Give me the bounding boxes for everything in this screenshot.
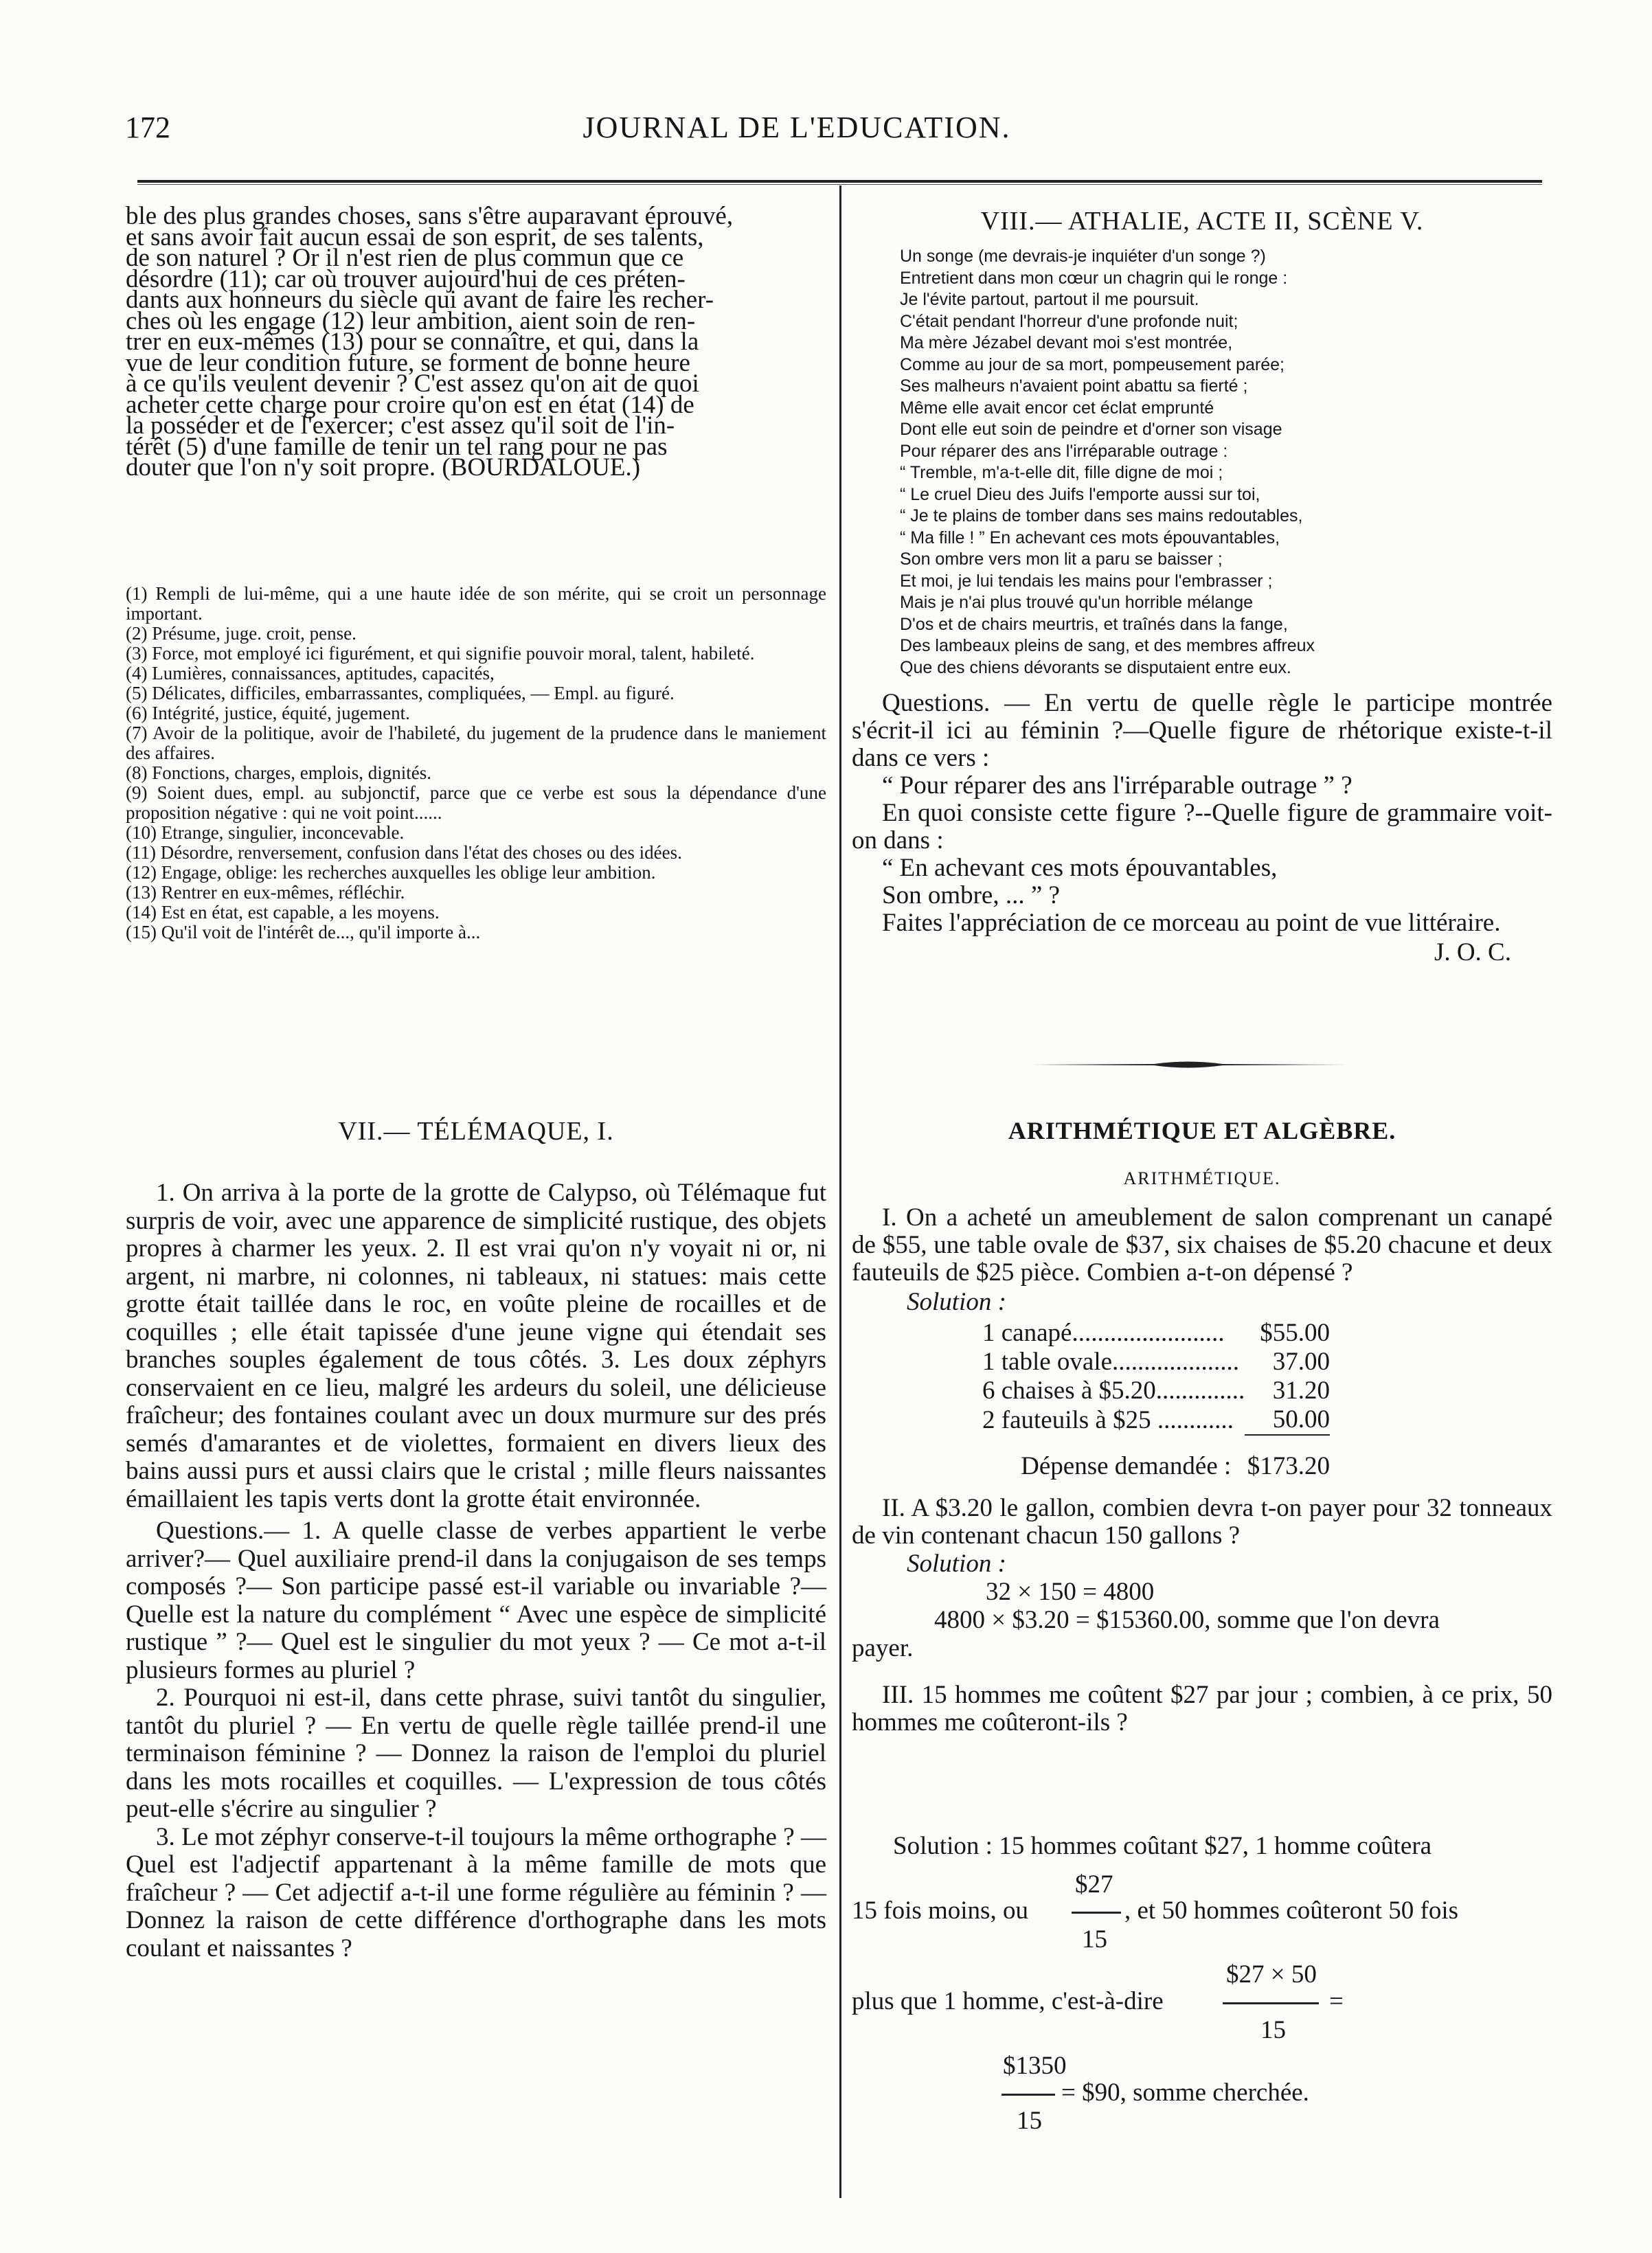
table-row bbox=[982, 1319, 1330, 1348]
solution-3-line: , et 50 hommes coûteront 50 fois bbox=[1124, 1897, 1459, 1925]
verse-line: Dont elle eut soin de peindre et d'orner son visage bbox=[900, 420, 1282, 439]
verse-line: Comme au jour de sa mort, pompeusement parée; bbox=[900, 354, 1285, 374]
amount: 37.00 bbox=[1272, 1348, 1331, 1376]
verse-line: D'os et de chairs meurtris, et traînés dans la fange, bbox=[900, 614, 1288, 634]
fraction-1-numerator: $27 bbox=[1075, 1870, 1113, 1899]
verse-line: Mais je n'ai plus trouvé qu'un horrible mélange bbox=[900, 593, 1254, 612]
page-number: 172 bbox=[125, 111, 170, 144]
header-rule bbox=[137, 180, 1542, 183]
solution-label: Solution : bbox=[907, 1550, 1006, 1578]
solution-2-line: 4800 × $3.20 = $15360.00, somme que l'on devra bbox=[934, 1606, 1440, 1634]
footnote: (11) Désordre, renversement, confusion dans l'état des choses ou des idées. bbox=[126, 842, 682, 863]
item: 1 canapé........................ bbox=[982, 1319, 1225, 1347]
solution-3-result: = $90, somme cherchée. bbox=[1061, 2079, 1309, 2107]
header-rule-thin bbox=[137, 184, 1542, 185]
text-line: térêt (5) d'une famille de tenir un tel rang pour ne pas bbox=[126, 432, 668, 461]
solution-2-line: 32 × 150 = 4800 bbox=[986, 1578, 1155, 1606]
verse-line: “ Ma fille ! ” En achevant ces mots épouvantables, bbox=[900, 528, 1280, 547]
fraction-2-numerator: $27 × 50 bbox=[1226, 1960, 1317, 1989]
footnote: (13) Rentrer en eux-mêmes, réfléchir. bbox=[126, 882, 405, 903]
total-amount: $173.20 bbox=[1247, 1452, 1331, 1480]
bourdaloue-excerpt bbox=[126, 202, 826, 482]
fraction-3-denominator: 15 bbox=[1017, 2107, 1042, 2135]
footnote: (4) Lumières, connaissances, aptitudes, capacités, bbox=[126, 663, 495, 683]
text-line: désordre (11); car où trouver aujourd'hui de ces préten- bbox=[126, 264, 686, 293]
solution-1-table bbox=[982, 1319, 1330, 1481]
athalie-section bbox=[852, 206, 1552, 966]
footnotes bbox=[126, 584, 826, 942]
verse-line: Je l'évite partout, partout il me poursuit. bbox=[900, 290, 1199, 309]
table-row bbox=[982, 1405, 1330, 1435]
footnote: (7) Avoir de la politique, avoir de l'habileté, du jugement de la prudence dans le maniement des affaires. bbox=[126, 723, 826, 763]
problem-3: III. 15 hommes me coûtent $27 par jour ; combien, à ce prix, 50 hommes me coûteront-ils ? bbox=[852, 1681, 1552, 1736]
total-label: Dépense demandée : bbox=[1021, 1451, 1232, 1480]
verse-line: Des lambeaux pleins de sang, et des membres affreux bbox=[900, 636, 1315, 655]
total-row bbox=[982, 1435, 1330, 1481]
section-title: VII.— TÉLÉMAQUE, I. bbox=[338, 1117, 614, 1146]
verse-line: Ses malheurs n'avaient point abattu sa fierté ; bbox=[900, 376, 1248, 396]
left-column bbox=[126, 202, 826, 482]
solution-2-line: payer. bbox=[852, 1634, 914, 1662]
quote-line: “ Pour réparer des ans l'irréparable outrage ” ? bbox=[882, 771, 1353, 800]
footnote: (9) Soient dues, empl. au subjonctif, parce que ce verbe est sous la dépendance d'une proposition négative : qui ne voit point...... bbox=[126, 782, 826, 823]
verse-line: “ Tremble, m'a-t-elle dit, fille digne de moi ; bbox=[900, 463, 1223, 482]
equals-sign: = bbox=[1329, 1987, 1344, 2015]
solution-3-line: plus que 1 homme, c'est-à-dire bbox=[852, 1987, 1164, 2015]
solution-3-intro: Solution : 15 hommes coûtant $27, 1 homme coûtera bbox=[893, 1832, 1432, 1860]
problem-2: II. A $3.20 le gallon, combien devra t-on payer pour 32 tonneaux de vin contenant chacun 150 gallons ? bbox=[852, 1494, 1552, 1550]
signature: J. O. C. bbox=[1434, 938, 1511, 966]
footnote: (15) Qu'il voit de l'intérêt de..., qu'il importe à... bbox=[126, 922, 481, 942]
amount: $55.00 bbox=[1260, 1319, 1331, 1347]
footnote: (6) Intégrité, justice, équité, jugement. bbox=[126, 703, 410, 723]
fraction-1-bar bbox=[1072, 1912, 1121, 1914]
text-line: acheter cette charge pour croire qu'on est en état (14) de bbox=[126, 390, 694, 419]
table-row bbox=[982, 1348, 1330, 1377]
footnote: (14) Est en état, est capable, a les moyens. bbox=[126, 902, 440, 922]
text-line: trer en eux-mêmes (13) pour se connaître, et qui, dans la bbox=[126, 328, 699, 356]
question-line: En quoi consiste cette figure ?--Quelle figure de grammaire voit-on dans : bbox=[852, 799, 1552, 854]
text-line: vue de leur condition future, se forment de bonne heure bbox=[126, 348, 690, 377]
text-line: à ce qu'ils veulent devenir ? C'est assez qu'on ait de quoi bbox=[126, 370, 699, 398]
verse-block bbox=[852, 246, 1552, 679]
amount: 31.20 bbox=[1272, 1377, 1331, 1405]
solution-3-line: 15 fois moins, ou bbox=[852, 1897, 1028, 1925]
footnote: (10) Etrange, singulier, inconcevable. bbox=[126, 822, 405, 843]
verse-line: Entretient dans mon cœur un chagrin qui le ronge : bbox=[900, 268, 1288, 288]
verse-line: Même elle avait encor cet éclat emprunté bbox=[900, 398, 1214, 418]
fraction-3-bar bbox=[1002, 2094, 1055, 2096]
footnote: (2) Présume, juge. croit, pense. bbox=[126, 623, 357, 644]
question-line: Faites l'appréciation de ce morceau au point de vue littéraire. bbox=[882, 909, 1501, 937]
running-title: JOURNAL DE L'EDUCATION. bbox=[582, 111, 1011, 144]
verse-line: Et moi, je lui tendais les mains pour l'embrasser ; bbox=[900, 571, 1273, 591]
text-line: la posséder et de l'exercer; c'est assez qu'il soit de l'in- bbox=[126, 411, 675, 440]
verse-line: “ Le cruel Dieu des Juifs l'emporte aussi sur toi, bbox=[900, 484, 1260, 504]
section-title: VIII.— ATHALIE, ACTE II, SCÈNE V. bbox=[980, 207, 1424, 236]
fraction-2-denominator: 15 bbox=[1260, 2016, 1286, 2044]
questions-2: 2. Pourquoi ni est-il, dans cette phrase, suivi tantôt du singulier, tantôt du pluriel ? — En vertu de quelle règle taillée prend-il une terminaison féminine ? — Donnez la raison de l'emploi du pluriel dans les mots rocailles et coquilles. — L'expression de tous côtés peut-elle s'écrire au singulier ? bbox=[126, 1684, 826, 1823]
footnote: (8) Fonctions, charges, emplois, dignités. bbox=[126, 762, 431, 783]
text-line: de son naturel ? Or il n'est rien de plus commun que ce bbox=[126, 244, 684, 272]
questions-1: Questions.— 1. A quelle classe de verbes appartient le verbe arriver?— Quel auxiliaire prend-il dans la conjugaison de ses temps composés ?— Son participe passé est-il variable ou invariable ?— Quelle est la nature du complément “ Avec une espèce de simplicité rustique ” ?— Quel est le singulier du mot yeux ? — Ce mot a-t-il plusieurs formes au pluriel ? bbox=[126, 1517, 826, 1684]
verse-line: Son ombre vers mon lit a paru se baisser ; bbox=[900, 550, 1223, 569]
footnote: (3) Force, mot employé ici figurément, et qui signifie pouvoir moral, talent, habileté. bbox=[126, 643, 755, 664]
verse-line: C'était pendant l'horreur d'une profonde nuit; bbox=[900, 311, 1238, 331]
section-title: ARITHMÉTIQUE ET ALGÈBRE. bbox=[1008, 1117, 1396, 1144]
footnote: (1) Rempli de lui-même, qui a une haute idée de son mérite, qui se croit un personnage important. bbox=[126, 583, 826, 624]
text-line: ble des plus grandes choses, sans s'être auparavant éprouvé, bbox=[126, 202, 734, 230]
item: 6 chaises à $5.20.............. bbox=[982, 1377, 1245, 1405]
subsection-title: ARITHMÉTIQUE. bbox=[1123, 1168, 1281, 1188]
arithmetic-section bbox=[852, 1116, 1552, 1736]
verse-line: Un songe (me devrais-je inquiéter d'un songe ?) bbox=[900, 247, 1266, 266]
fraction-3-numerator: $1350 bbox=[1003, 2052, 1067, 2080]
text-line: dants aux honneurs du siècle qui avant de faire les recher- bbox=[126, 286, 714, 314]
telemaque-section bbox=[126, 1116, 826, 1962]
problem-1: I. On a acheté un ameublement de salon comprenant un canapé de $55, une table ovale de $37, six chaises de $5.20 chacune et deux fauteuils de $25 pièce. Combien a-t-on dépensé ? bbox=[852, 1203, 1552, 1287]
text-line: et sans avoir fait aucun essai de son esprit, de ses talents, bbox=[126, 223, 704, 251]
verse-line: Pour réparer des ans l'irréparable outrage : bbox=[900, 441, 1228, 461]
fraction-1-denominator: 15 bbox=[1082, 1925, 1107, 1954]
item: 1 table ovale.................... bbox=[982, 1348, 1240, 1376]
quote-line: Son ombre, ... ” ? bbox=[882, 881, 1060, 909]
footnote: (5) Délicates, difficiles, embarrassantes, compliquées, — Empl. au figuré. bbox=[126, 683, 675, 703]
page-header bbox=[0, 0, 1652, 158]
footnote: (12) Engage, oblige: les recherches auxquelles les oblige leur ambition. bbox=[126, 862, 656, 883]
questions-3: 3. Le mot zéphyr conserve-t-il toujours la même orthographe ? — Quel est l'adjectif appartenant à la même famille de mots que fraîcheur ? — Cet adjectif a-t-il une forme régulière au féminin ? — Donnez la raison de cette différence d'orthographe dans les mots coulant et naissantes ? bbox=[126, 1822, 826, 1962]
column-divider bbox=[839, 185, 841, 2198]
quote-line: “ En achevant ces mots épouvantables, bbox=[882, 854, 1278, 882]
verse-line: “ Je te plains de tomber dans ses mains redoutables, bbox=[900, 506, 1303, 525]
verse-line: Que des chiens dévorants se disputaient entre eux. bbox=[900, 657, 1291, 677]
verse-line: Ma mère Jézabel devant moi s'est montrée, bbox=[900, 333, 1233, 352]
text-line: ches où les engage (12) leur ambition, aient soin de ren- bbox=[126, 306, 696, 335]
solution-label: Solution : bbox=[907, 1288, 1006, 1316]
text-line: douter que l'on n'y soit propre. (BOURDALOUE.) bbox=[126, 453, 641, 482]
table-row bbox=[982, 1377, 1330, 1405]
amount: 50.00 bbox=[1245, 1405, 1330, 1435]
ornament-divider bbox=[1030, 1058, 1346, 1072]
telemaque-passage: 1. On arriva à la porte de la grotte de Calypso, où Télémaque fut surpris de voir, avec une apparence de simplicité rustique, des objets propres à charmer les yeux. 2. Il est vrai qu'on n'y voyait ni or, ni argent, ni marbre, ni colonnes, ni tableaux, ni statues: mais cette grotte était taillée dans le roc, en voûte pleine de rocailles et de coquilles ; elle était tapissée d'une jeune vigne qui étendait ses branches souples également de tous côtés. 3. Les doux zéphyrs conservaient en ce lieu, malgré les ardeurs du soleil, une délicieuse fraîcheur; des fontaines coulant avec un doux murmure sur des prés semés d'amarantes et de violettes, formaient en divers lieux des bains aussi purs et aussi clairs que le cristal ; mille fleurs naissantes émaillaient les tapis verts dont la grotte était environnée. bbox=[126, 1179, 826, 1513]
item: 2 fauteuils à $25 ............ bbox=[982, 1405, 1234, 1434]
fraction-2-bar bbox=[1223, 2002, 1319, 2004]
athalie-questions: Questions. — En vertu de quelle règle le participe montrée s'écrit-il ici au féminin ?—Quelle figure de rhétorique existe-t-il dans ce vers : bbox=[852, 689, 1552, 772]
